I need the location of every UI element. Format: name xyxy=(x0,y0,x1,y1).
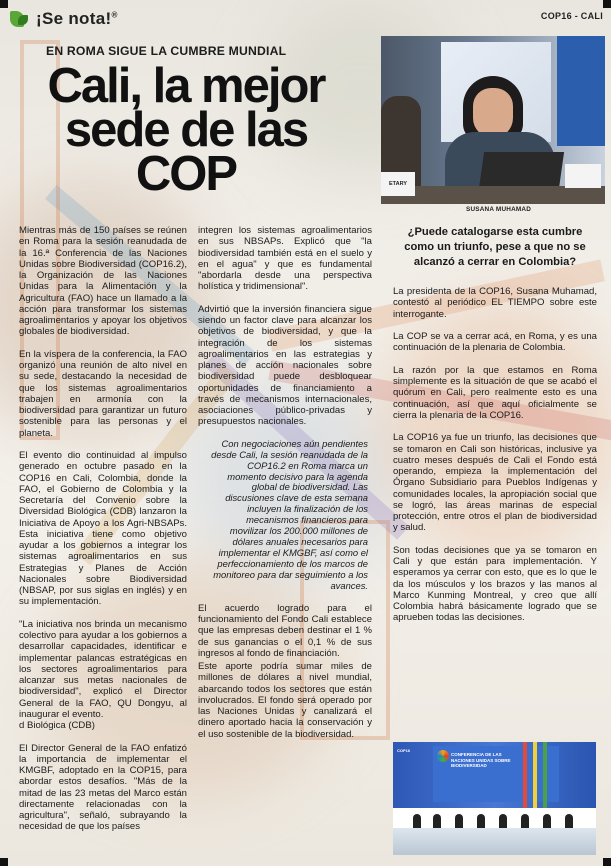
headline: Cali, la mejor sede de las COP xyxy=(47,59,325,201)
paragraph: d Biológica (CDB) xyxy=(19,720,95,732)
paragraph: El evento dio continuidad al impulso generado en octubre pasado en la COP16 en Cali, Colombia, donde la FAO, el Gobierno de Colombia y la Secretaría del Convenio sobre la Diversidad Biológica (CDB) lanzaron la Iniciativa de Apoyo a los Agri-NBSAPs. Esta iniciativa tiene como objetivo ayudar a los gobiernos a integrar los sistemas agroalimentarios en sus Estrategias y Planes de Acción Nacionales sobre Biodiversidad (NBSAP, por sus siglas en inglés) y en su implementación. xyxy=(19,450,187,608)
paragraph: Mientras más de 150 países se reúnen en Roma para la sesión reanudada de la 16.ª Conferencia de las Naciones Unidas sobre Biodiversidad (COP16.2), la Organización de las Naciones Unidas para la Alimentación y la Agricultura (FAO) hace un llamado a la acción para transformar los sistemas agroalimentarios y apoyar los objetivos globales de biodiversidad. xyxy=(19,225,187,338)
conference-photo xyxy=(393,742,596,855)
screen-text: CONFERENCIA DE LAS NACIONES UNIDAS SOBRE BIODIVERSIDAD xyxy=(451,752,511,768)
nameplate-left: ETARY xyxy=(381,172,415,196)
brand-name: ¡Se nota!® xyxy=(36,9,118,28)
paragraph: Advirtió que la inversión financiera sigue siendo un factor clave para alcanzar los objetivos de biodiversidad, y que la integración de los sistemas agroalimentarios en las estrategias y planes de acción nacionales sobre biodiversidad puede desbloquear oportunidades de financiamiento a través de mecanismos internacionales, asociaciones público-privadas y presupuestos nacionales. xyxy=(198,303,372,428)
nameplate-right xyxy=(565,164,601,188)
paragraph: El Director General de la FAO enfatizó la importancia de implementar el KMGBF, adoptado en la COP15, para abordar estos desafíos. "Más de la mitad de las 23 metas del Marco están directamente relacionadas con la agricultura", señaló, subrayando la necesidad de que los países xyxy=(19,742,187,833)
speaker-photo xyxy=(381,36,605,204)
paragraph: El acuerdo logrado para el funcionamiento del Fondo Cali establece que las empresas deben destinar el 1 % de sus ganancias o el 0,1 % de sus ingresos al fondo de financiación. xyxy=(198,602,372,659)
paragraph: La COP16 ya fue un triunfo, las decisiones que se tomaron en Cali son históricas, inclusive ya cuatro meses después de Cali el Fondo está operando, empieza la implementación del Órgano Subsidiario para Pueblos Indígenas y comunidades locales, la apropiación social que se logró, las áreas marinas de especial protección, entre otros el plan de biodiversidad y salud. xyxy=(393,432,597,534)
kicker: EN ROMA SIGUE LA CUMBRE MUNDIAL xyxy=(46,44,287,58)
corner-mark xyxy=(0,858,8,866)
paragraph: La COP se va a cerrar acá, en Roma, y es una continuación de la plenaria de Colombia. xyxy=(393,331,597,354)
section-tag: COP16 - CALI xyxy=(540,11,603,21)
interview-question: ¿Puede catalogarse esta cumbre como un triunfo, pese a que no se alcanzó a cerrar en Colombia? xyxy=(404,226,586,268)
paragraph: "La iniciativa nos brinda un mecanismo colectivo para ayudar a los gobiernos a desarrollar capacidades, identificar e implementar palancas estratégicas en los sectores agroalimentarios para alcanzar sus metas nacionales de biodiversidad", explicó el Director General de la FAO, QU Dongyu, al inaugurar el evento. xyxy=(19,618,187,720)
corner-mark xyxy=(603,0,611,8)
cop16-logo-icon xyxy=(437,750,449,762)
column-1 xyxy=(19,225,187,844)
paragraph: Son todas decisiones que ya se tomaron en Cali y que están para implementación. Y esperamos ya cerrar con esto, que es lo que le da los músculos y los brazos y las manos al Marco Kunming Montreal, y creo que allí Colombia habrá básicamente logrado que se aprueben todas las decisiones. xyxy=(393,544,597,624)
paragraph: En la víspera de la conferencia, la FAO organizó una reunión de alto nivel en su sede, destacando la necesidad de que los sistemas agroalimentarios trabajen en armonía con la biodiversidad para garantizar un futuro sostenible para las personas y el planeta. xyxy=(19,348,187,439)
paragraph: Este aporte podría sumar miles de millones de dólares a nivel mundial, abarcando todos los sectores que están involucrados. El fondo será operado por las Naciones Unidas y canalizará el dinero aportado hacia la conservación y el uso sostenible de la biodiversidad. xyxy=(198,661,372,740)
side-label: COP16 xyxy=(397,748,411,753)
column-2 xyxy=(198,225,372,751)
paragraph: La presidenta de la COP16, Susana Muhamad, contestó al periódico EL TIEMPO sobre este interrogante. xyxy=(393,286,597,320)
pull-quote: Con negociaciones aún pendientes desde Cali, la sesión reanudada de la COP16.2 en Roma marca un momento decisivo para la agenda global de biodiversidad. Las discusiones clave de esta semana incluyen la finalización de los mecanismos financieros para movilizar los 200.000 millones de dólares anuales necesarios para implementar el KMGBF, así como el perfeccionamiento de los marcos de monitoreo para dar seguimiento a los avances. xyxy=(211,437,368,591)
paragraph: integren los sistemas agroalimentarios en sus NBSAPs. Explicó que "la biodiversidad también está en el suelo y en el agua" y que es fundamental "abordarla desde una perspectiva holística y tridimensional". xyxy=(198,225,372,293)
paragraph: La razón por la que estamos en Roma simplemente es la situación de que se acabó el quórum en Cali, pero realmente esto es una continuación, así que aquí oficialmente se cierra la plenaria de la COP16. xyxy=(393,364,597,421)
column-3 xyxy=(393,225,597,635)
corner-mark xyxy=(603,858,611,866)
leaf-logo-icon xyxy=(10,9,30,29)
corner-mark xyxy=(0,0,8,8)
brand-logo xyxy=(10,9,118,29)
photo-caption: SUSANA MUHAMAD xyxy=(466,206,532,213)
